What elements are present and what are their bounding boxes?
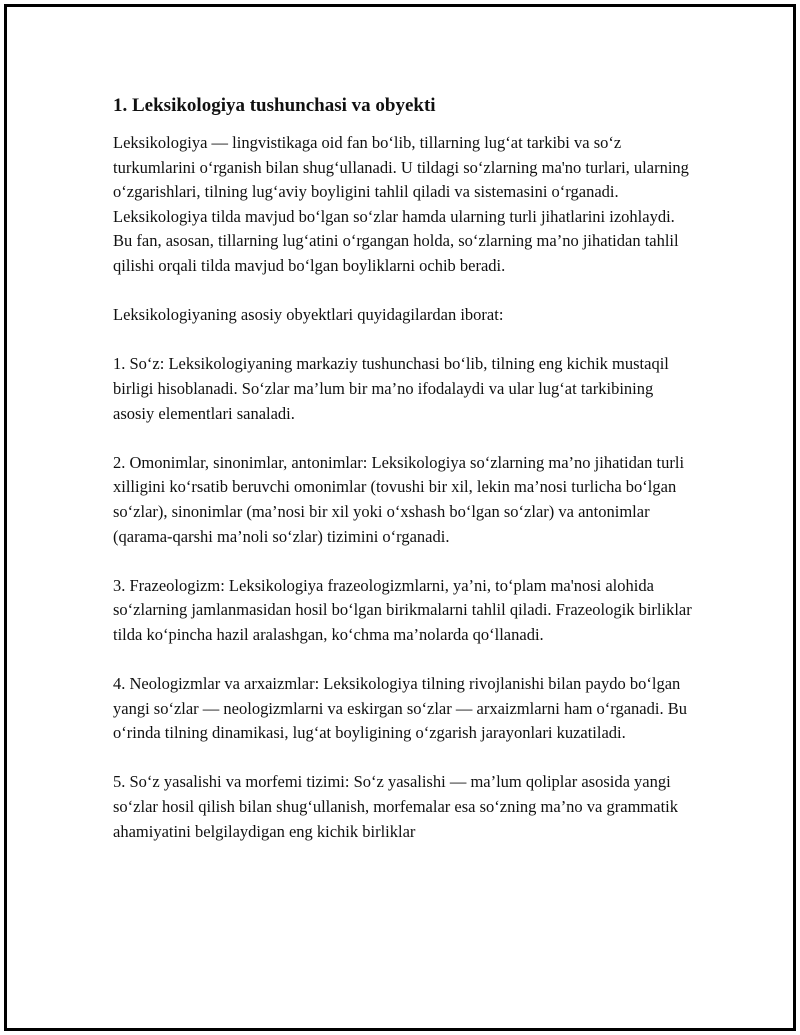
paragraph-item-2-semantic-relations: 2. Omonimlar, sinonimlar, antonimlar: Leksikologiya so‘zlarning ma’no jihatidan turli xilligini ko‘rsatib beruvchi omonimlar (tovushi bir xil, lekin ma’nosi turlicha bo‘lgan so‘zlar), sinonimlar (ma’nosi bir xil yoki o‘xshash bo‘lgan so‘zlar) va antonimlar (qarama-qarshi ma’noli so‘zlar) tizimini o‘rganadi.: [113, 452, 685, 546]
paragraph-item-5-word-formation: 5. So‘z yasalishi va morfemi tizimi: So‘z yasalishi — ma’lum qoliplar asosida yangi so‘zlar hosil qilish bilan shug‘ullanish, morfemalar esa so‘zning ma’no va grammatik ahamiyatini belgilaydigan eng kichik birliklar: [113, 772, 678, 841]
paragraph-item-1-word: 1. So‘z: Leksikologiyaning markaziy tushunchasi bo‘lib, tilning eng kichik mustaqil birligi hisoblanadi. So‘zlar ma’lum bir ma’no ifodalaydi va ular lug‘at tarkibining asosiy elementlari sanaladi.: [113, 354, 669, 423]
paragraph-item-3-phraseology: 3. Frazeologizm: Leksikologiya frazeologizmlarni, ya’ni, to‘plam ma'nosi alohida so‘zlarning jamlanmasidan hosil bo‘lgan birikmalarni tahlil qiladi. Frazeologik birliklar tilda ko‘pincha hazil aralashgan, ko‘chma ma’nolarda qo‘llanadi.: [113, 575, 692, 644]
paragraph-definition: Leksikologiya — lingvistikaga oid fan bo‘lib, tillarning lug‘at tarkibi va so‘z turkumlarini o‘rganish bilan shug‘ullanadi. U tildagi so‘zlarning ma'no turlari, ularning o‘zgarishlari, tilning lug‘aviy boyligini tahlil qiladi va sistemasini o‘rganadi. Leksikologiya tilda mavjud bo‘lgan so‘zlar hamda ularning turli jihatlarini izohlaydi. Bu fan, asosan, tillarning lug‘atini o‘rgangan holda, so‘zlarning ma’no jihatidan tahlil qilishi orqali tilda mavjud bo‘lgan boyliklarni ochib beradi.: [113, 133, 689, 275]
paragraph-objects-intro: Leksikologiyaning asosiy obyektlari quyidagilardan iborat:: [113, 305, 504, 325]
document-title: 1. Leksikologiya tushunchasi va obyekti: [113, 95, 436, 116]
document-body: [113, 94, 693, 869]
paragraph-item-4-neologisms-archaisms: 4. Neologizmlar va arxaizmlar: Leksikologiya tilning rivojlanishi bilan paydo bo‘lgan yangi so‘zlar — neologizmlarni va eskirgan so‘zlar — arxaizmlarni ham o‘rganadi. Bu o‘rinda tilning dinamikasi, lug‘at boyligining o‘zgarish jarayonlari kuzatiladi.: [113, 674, 687, 743]
